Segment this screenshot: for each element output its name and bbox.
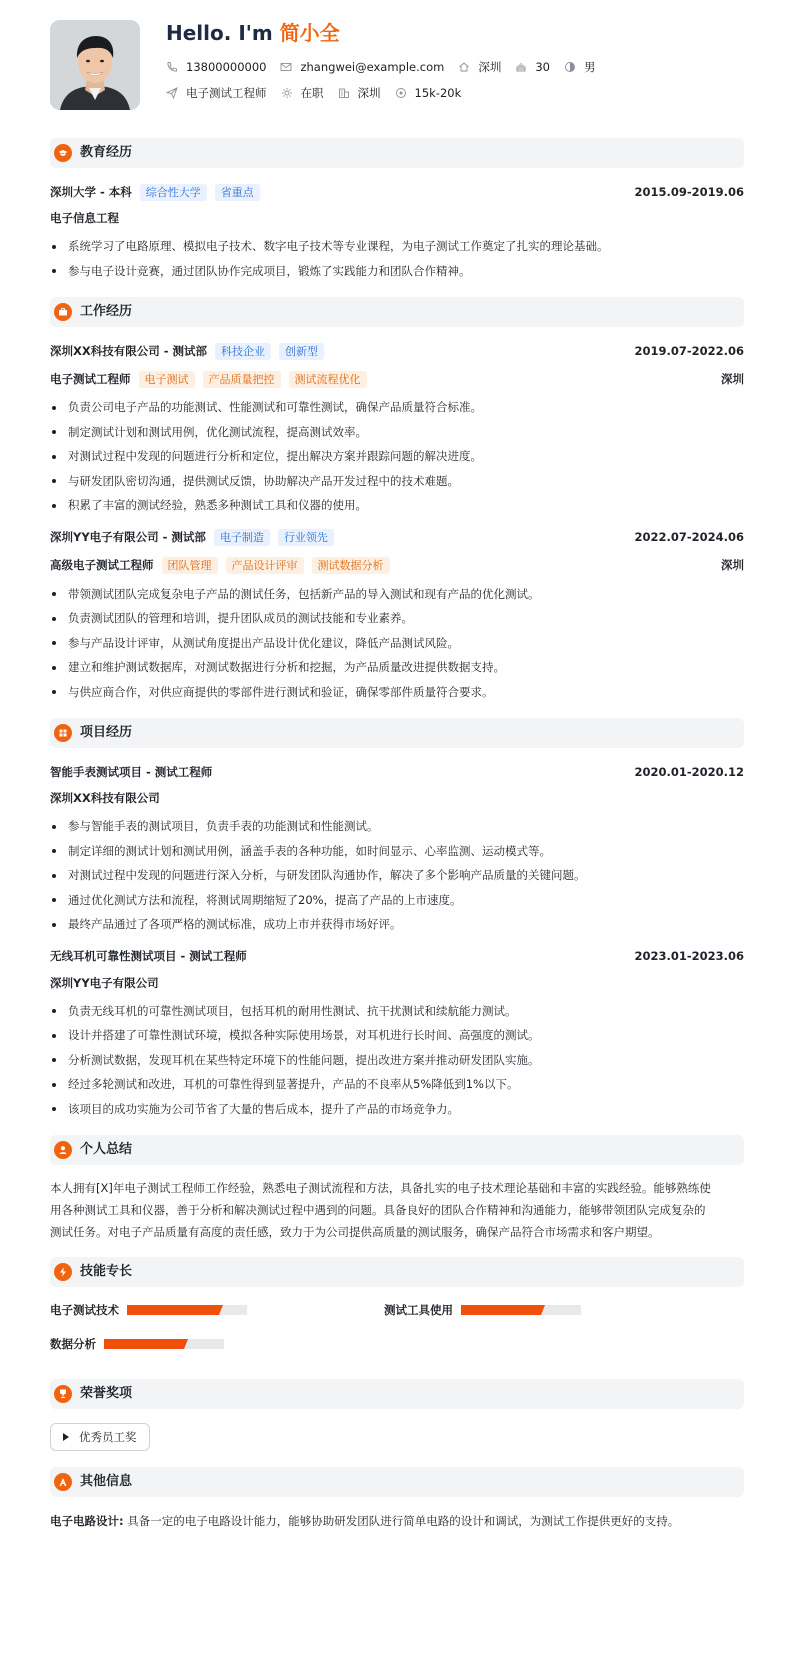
other-info-text: 具备一定的电子电路设计能力，能够协助研发团队进行简单电路的设计和调试，为测试工作提供更好的支持。 (127, 1514, 680, 1528)
project-name: 无线耳机可靠性测试项目 - 测试工程师 (50, 949, 247, 964)
info-icon (54, 1473, 72, 1491)
skills-section-title: 技能专长 (80, 1263, 133, 1279)
project-header-row (50, 762, 744, 782)
building-icon (338, 87, 350, 99)
skill-item (50, 1301, 384, 1319)
list-item: 参与产品设计评审，从测试角度提出产品设计优化建议，降低产品测试风险。 (50, 631, 744, 656)
list-item: 分析测试数据，发现耳机在某些特定环境下的性能问题，提出改进方案并推动研发团队实施。 (50, 1048, 744, 1073)
role-tag: 电子测试 (139, 371, 195, 388)
job-row (166, 84, 609, 102)
list-item: 该项目的成功实施为公司节省了大量的售后成本，提升了产品的市场竞争力。 (50, 1097, 744, 1122)
play-icon (63, 1433, 69, 1441)
expected-city-item (338, 85, 381, 102)
school-tag: 省重点 (215, 184, 260, 201)
skill-bar-fill (127, 1305, 223, 1315)
coin-icon (395, 87, 407, 99)
salary-value: 15k-20k (414, 85, 462, 100)
list-item: 最终产品通过了各项严格的测试标准，成功上市并获得市场好评。 (50, 912, 744, 937)
phone-icon (166, 61, 178, 73)
skill-name: 数据分析 (50, 1336, 96, 1351)
other-section-title: 其他信息 (80, 1473, 133, 1489)
list-item: 对测试过程中发现的问题进行深入分析，与研发团队沟通协作，解决了多个影响产品质量的关键问题。 (50, 863, 744, 888)
summary-line: 本人拥有[X]年电子测试工程师工作经验，熟悉电子测试流程和方法，具备扎实的电子技术理论基础和丰富的实践经验。能够熟练使 (50, 1181, 711, 1195)
company-tag: 行业领先 (278, 529, 334, 546)
list-item: 制定详细的测试计划和测试用例，涵盖手表的各种功能，如时间显示、心率监测、运动模式等。 (50, 839, 744, 864)
work-bullets (50, 582, 744, 705)
skill-bar (127, 1305, 247, 1315)
skill-bar (461, 1305, 581, 1315)
work-role-row (50, 556, 744, 576)
list-item: 负责公司电子产品的功能测试、性能测试和可靠性测试，确保产品质量符合标准。 (50, 395, 744, 420)
user-icon (54, 1141, 72, 1159)
work-company-row (50, 341, 744, 361)
list-item: 负责无线耳机的可靠性测试项目，包括耳机的耐用性测试、抗干扰测试和续航能力测试。 (50, 999, 744, 1024)
avatar (50, 20, 140, 110)
person-icon (564, 61, 576, 73)
age-value: 30 (535, 59, 550, 74)
projects-section-title: 项目经历 (80, 724, 133, 740)
major: 电子信息工程 (50, 211, 119, 225)
expected-city-value: 深圳 (357, 85, 381, 100)
send-icon (166, 87, 178, 99)
work-role-row (50, 369, 744, 389)
company-tag: 创新型 (279, 343, 324, 360)
trophy-icon (54, 1385, 72, 1403)
email-item (280, 59, 444, 76)
list-item: 参与电子设计竞赛，通过团队协作完成项目，锻炼了实践能力和团队合作精神。 (50, 259, 744, 284)
project-bullets (50, 999, 744, 1122)
list-item: 经过多轮测试和改进，耳机的可靠性得到显著提升，产品的不良率从5%降低到1%以下。 (50, 1072, 744, 1097)
list-item: 与研发团队密切沟通，提供测试反馈，协助解决产品开发过程中的技术难题。 (50, 469, 744, 494)
role-tag: 测试数据分析 (312, 557, 390, 574)
role-name: 电子测试工程师 (50, 371, 131, 386)
other-info-line (50, 1511, 744, 1531)
skill-name: 电子测试技术 (50, 1302, 119, 1317)
role-tag: 团队管理 (162, 557, 218, 574)
work-bullets (50, 395, 744, 518)
list-item: 带领测试团队完成复杂电子产品的测试任务，包括新产品的导入测试和现有产品的优化测试。 (50, 582, 744, 607)
list-item: 通过优化测试方法和流程，将测试周期缩短了20%，提高了产品的上市速度。 (50, 888, 744, 913)
skill-name: 测试工具使用 (384, 1302, 453, 1317)
school-tag: 综合性大学 (140, 184, 207, 201)
list-item: 制定测试计划和测试用例，优化测试流程，提高测试效率。 (50, 420, 744, 445)
summary-line: 测试任务。对电子产品质量有高度的责任感，致力于为公司提供高质量的测试服务，确保产品符合市场需求和客户期望。 (50, 1225, 660, 1239)
education-date: 2015.09-2019.06 (634, 184, 744, 199)
list-item: 参与智能手表的测试项目，负责手表的功能测试和性能测试。 (50, 814, 744, 839)
skill-item (50, 1335, 384, 1353)
position-value: 电子测试工程师 (186, 85, 267, 100)
greeting-prefix: Hello. I'm (166, 21, 280, 45)
phone-value: 13800000000 (186, 59, 267, 74)
project-date: 2023.01-2023.06 (634, 949, 744, 964)
work-company-row (50, 528, 744, 548)
school-name: 深圳大学 - 本科 (50, 184, 132, 199)
work-date: 2022.07-2024.06 (634, 530, 744, 545)
education-section-header (50, 138, 744, 168)
summary-text (50, 1177, 744, 1243)
work-location: 深圳 (721, 371, 744, 386)
age-item (515, 59, 550, 76)
role-tag: 测试流程优化 (289, 371, 367, 388)
other-section-header (50, 1467, 744, 1497)
briefcase-icon (54, 303, 72, 321)
skill-bar-fill (104, 1339, 188, 1349)
skill-bar-fill (461, 1305, 545, 1315)
mail-icon (280, 61, 292, 73)
header-info (166, 20, 609, 102)
other-info-label: 电子电路设计: (50, 1514, 124, 1528)
role-name: 高级电子测试工程师 (50, 558, 154, 573)
project-entry (50, 762, 744, 937)
list-item: 系统学习了电路原理、模拟电子技术、数字电子技术等专业课程，为电子测试工作奠定了扎实的理论基础。 (50, 234, 744, 259)
list-item: 设计并搭建了可靠性测试环境，模拟各种实际使用场景，对耳机进行长时间、高强度的测试。 (50, 1023, 744, 1048)
project-header-row (50, 947, 744, 967)
project-bullets (50, 814, 744, 937)
skill-item (384, 1301, 718, 1319)
work-location: 深圳 (721, 558, 744, 573)
list-item: 负责测试团队的管理和培训，提升团队成员的测试技能和专业素养。 (50, 606, 744, 631)
status-value: 在职 (300, 85, 324, 100)
graduation-cap-icon (54, 144, 72, 162)
position-item (166, 85, 267, 102)
gender-value: 男 (583, 59, 596, 74)
candidate-name: 简小全 (279, 21, 340, 45)
grid-icon (54, 724, 72, 742)
contact-row (166, 58, 609, 76)
skills-section-header (50, 1257, 744, 1287)
work-section-header (50, 297, 744, 327)
work-entry (50, 341, 744, 518)
project-company: 深圳XX科技有限公司 (50, 791, 160, 805)
project-date: 2020.01-2020.12 (634, 764, 744, 779)
skills-list (50, 1301, 744, 1369)
awards-section-title: 荣誉奖项 (80, 1385, 133, 1401)
cake-icon (515, 61, 527, 73)
company-tag: 电子制造 (214, 529, 270, 546)
greeting (166, 20, 609, 48)
education-section-title: 教育经历 (80, 144, 133, 160)
role-tag: 产品质量把控 (203, 371, 281, 388)
gear-icon (281, 87, 293, 99)
phone-item (166, 59, 266, 76)
summary-line: 用各种测试工具和仪器，善于分析和解决测试过程中遇到的问题。具备良好的团队合作精神和沟通能力，能够带领团队完成复杂的 (50, 1203, 706, 1217)
status-item (281, 85, 324, 102)
project-entry (50, 947, 744, 1122)
summary-section-header (50, 1135, 744, 1165)
skill-bar (104, 1339, 224, 1349)
summary-section-title: 个人总结 (80, 1141, 133, 1157)
email-value: zhangwei@example.com (300, 59, 445, 74)
role-tag: 产品设计评审 (226, 557, 304, 574)
work-section-title: 工作经历 (80, 303, 133, 319)
resume-header (50, 20, 744, 112)
city-item (458, 59, 501, 76)
education-header-row (50, 182, 744, 202)
awards-section-header (50, 1379, 744, 1409)
education-bullets (50, 234, 744, 283)
project-company: 深圳YY电子有限公司 (50, 975, 159, 990)
award-chip (50, 1423, 150, 1451)
company-name: 深圳XX科技有限公司 - 测试部 (50, 343, 208, 358)
list-item: 建立和维护测试数据库，对测试数据进行分析和挖掘，为产品质量改进提供数据支持。 (50, 655, 744, 680)
gender-item (564, 59, 596, 76)
home-icon (458, 61, 470, 73)
projects-section-header (50, 718, 744, 748)
list-item: 对测试过程中发现的问题进行分析和定位，提出解决方案并跟踪问题的解决进度。 (50, 444, 744, 469)
lightning-icon (54, 1263, 72, 1281)
company-name: 深圳YY电子有限公司 - 测试部 (50, 530, 206, 545)
salary-item (395, 85, 462, 102)
education-entry (50, 182, 744, 283)
awards-list (50, 1423, 744, 1467)
list-item: 积累了丰富的测试经验，熟悉多种测试工具和仪器的使用。 (50, 493, 744, 518)
work-entry (50, 528, 744, 705)
city-value: 深圳 (478, 59, 502, 74)
company-tag: 科技企业 (215, 343, 271, 360)
work-date: 2019.07-2022.06 (634, 343, 744, 358)
award-label: 优秀员工奖 (79, 1429, 137, 1444)
list-item: 与供应商合作，对供应商提供的零部件进行测试和验证，确保零部件质量符合要求。 (50, 680, 744, 705)
project-name: 智能手表测试项目 - 测试工程师 (50, 764, 213, 779)
